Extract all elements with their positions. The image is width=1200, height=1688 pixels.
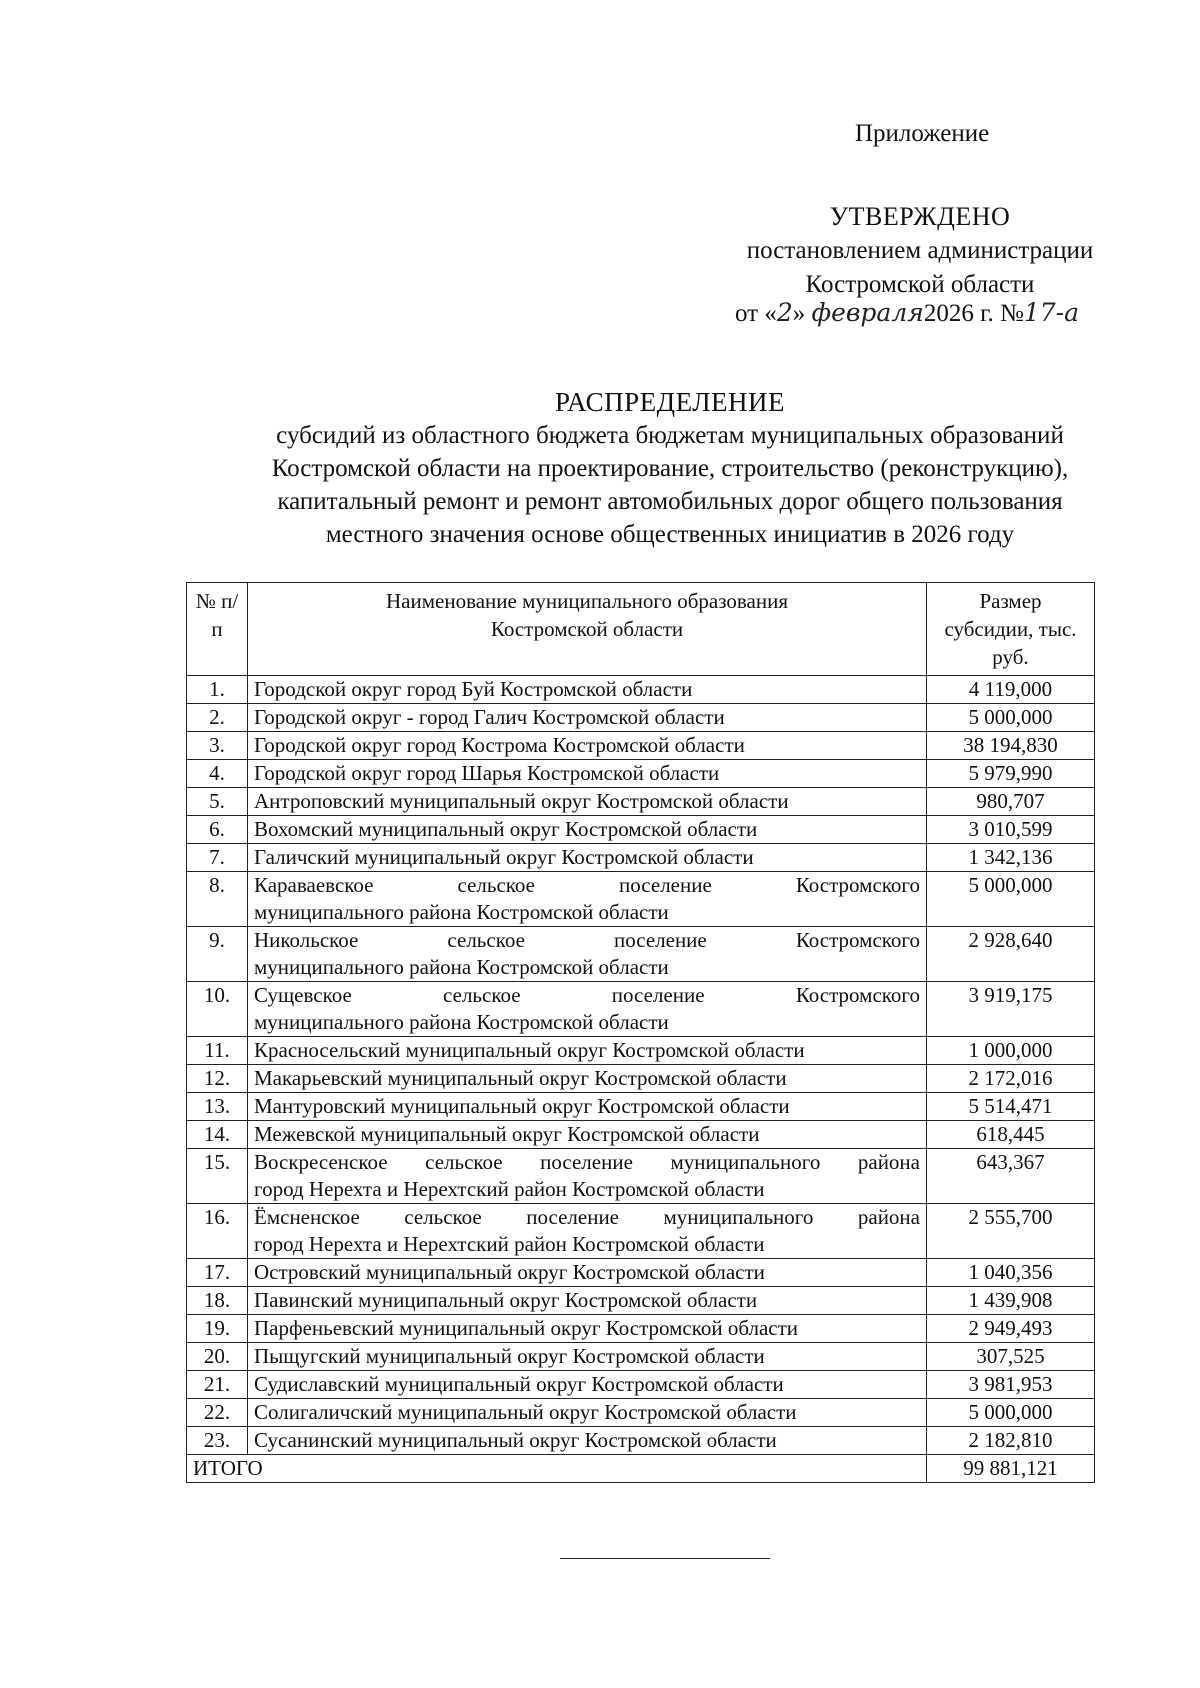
table-row: [187, 982, 1095, 1037]
municipality-name: Красносельский муниципальный округ Костромской области: [248, 1037, 927, 1065]
subsidy-amount: 1 342,136: [927, 844, 1095, 872]
subsidy-amount: 1 000,000: [927, 1037, 1095, 1065]
subtitle-line-4: местного значения основе общественных инициатив в 2026 году: [325, 521, 1015, 548]
municipality-name: Городской округ город Буй Костромской области: [248, 676, 927, 704]
row-number: 2.: [187, 704, 248, 732]
table-row: [187, 1259, 1095, 1287]
table-row: [187, 1149, 1095, 1204]
handwritten-day: 2: [776, 298, 793, 327]
approval-block: [700, 200, 1140, 302]
date-year: 2026 г. №: [923, 300, 1024, 327]
table-row: [187, 927, 1095, 982]
municipality-name: Островский муниципальный округ Костромской области: [248, 1259, 927, 1287]
table-row: [187, 788, 1095, 816]
municipality-name: Сусанинский муниципальный округ Костромской области: [248, 1427, 927, 1455]
municipality-name-line-2: город Нерехта и Нерехтский район Костромской области: [254, 1232, 765, 1256]
subsidy-amount: 618,445: [927, 1121, 1095, 1149]
total-row: [187, 1455, 1095, 1483]
municipality-name-line-2: город Нерехта и Нерехтский район Костромской области: [254, 1177, 765, 1201]
row-number: 16.: [187, 1204, 248, 1259]
municipality-name: Солигаличский муниципальный округ Костромской области: [248, 1399, 927, 1427]
table-row: [187, 816, 1095, 844]
subsidy-amount: 3 010,599: [927, 816, 1095, 844]
table-row: [187, 1427, 1095, 1455]
subsidy-amount: 3 981,953: [927, 1371, 1095, 1399]
table-row: [187, 1121, 1095, 1149]
table-row: [187, 1037, 1095, 1065]
municipality-name: Судиславский муниципальный округ Костромской области: [248, 1371, 927, 1399]
municipality-name: Городской округ город Шарья Костромской области: [248, 760, 927, 788]
table-body: [187, 676, 1095, 1455]
municipality-name-line-2: муниципального района Костромской области: [254, 1010, 669, 1034]
date-quote-close: »: [792, 300, 806, 327]
municipality-name-line-2: муниципального района Костромской области: [254, 900, 669, 924]
approved-by-line-2: Костромской области: [805, 271, 1035, 298]
subsidy-amount: 307,525: [927, 1343, 1095, 1371]
municipality-name-line-2: муниципального района Костромской области: [254, 955, 669, 979]
subtitle-line-1: субсидий из областного бюджета бюджетам муниципальных образований: [276, 422, 1064, 449]
subsidy-amount: 5 000,000: [927, 872, 1095, 927]
row-number: 8.: [187, 872, 248, 927]
table-row: [187, 1287, 1095, 1315]
municipality-name: [248, 982, 927, 1037]
municipality-name: Антроповский муниципальный округ Костромской области: [248, 788, 927, 816]
row-number: 4.: [187, 760, 248, 788]
table-row: [187, 844, 1095, 872]
header-amount: Размер субсидии, тыс. руб.: [927, 583, 1095, 676]
table-row: [187, 760, 1095, 788]
date-prefix: от «: [735, 300, 777, 327]
subsidy-amount: 2 555,700: [927, 1204, 1095, 1259]
row-number: 12.: [187, 1065, 248, 1093]
handwritten-number: 17-а: [1023, 298, 1080, 327]
row-number: 1.: [187, 676, 248, 704]
row-number: 14.: [187, 1121, 248, 1149]
row-number: 22.: [187, 1399, 248, 1427]
subsidy-amount: 5 514,471: [927, 1093, 1095, 1121]
table-row: [187, 1204, 1095, 1259]
table-row: [187, 1399, 1095, 1427]
subsidy-amount: 5 979,990: [927, 760, 1095, 788]
header-name-line-1: Наименование муниципального образования: [386, 589, 788, 613]
municipality-name: Межевской муниципальный округ Костромской области: [248, 1121, 927, 1149]
table-header-row: [187, 583, 1095, 676]
row-number: 19.: [187, 1315, 248, 1343]
table-row: [187, 1371, 1095, 1399]
subtitle-line-3: капитальный ремонт и ремонт автомобильных дорог общего пользования: [277, 488, 1063, 515]
table-row: [187, 732, 1095, 760]
subtitle-line-2: Костромской области на проектирование, строительство (реконструкцию),: [271, 455, 1069, 482]
document-title-block: [170, 385, 1170, 551]
total-label: ИТОГО: [187, 1455, 927, 1483]
header-number: № п/п: [187, 583, 248, 676]
total-amount: 99 881,121: [927, 1455, 1095, 1483]
municipality-name: Городской округ город Кострома Костромской области: [248, 732, 927, 760]
row-number: 5.: [187, 788, 248, 816]
subsidy-amount: 4 119,000: [927, 676, 1095, 704]
municipality-name-line-1: Ёмсненское сельское поселение муниципального района: [254, 1205, 920, 1229]
row-number: 7.: [187, 844, 248, 872]
subsidy-amount: 5 000,000: [927, 704, 1095, 732]
subsidy-amount: 2 949,493: [927, 1315, 1095, 1343]
header-name: [248, 583, 927, 676]
subsidy-amount: 1 439,908: [927, 1287, 1095, 1315]
subsidy-amount: 643,367: [927, 1149, 1095, 1204]
municipality-name: Мантуровский муниципальный округ Костромской области: [248, 1093, 927, 1121]
table-row: [187, 872, 1095, 927]
municipality-name-line-1: Воскресенское сельское поселение муниципального района: [254, 1150, 920, 1174]
subsidy-amount: 38 194,830: [927, 732, 1095, 760]
row-number: 3.: [187, 732, 248, 760]
subsidy-amount: 3 919,175: [927, 982, 1095, 1037]
municipality-name: [248, 1204, 927, 1259]
subsidy-amount: 2 182,810: [927, 1427, 1095, 1455]
subsidy-amount: 5 000,000: [927, 1399, 1095, 1427]
resolution-date-line: [735, 298, 1079, 328]
row-number: 15.: [187, 1149, 248, 1204]
approved-by-line-1: постановлением администрации: [746, 237, 1094, 264]
approved-heading: УТВЕРЖДЕНО: [829, 202, 1011, 231]
municipality-name: Макарьевский муниципальный округ Костромской области: [248, 1065, 927, 1093]
municipality-name: Вохомский муниципальный округ Костромской области: [248, 816, 927, 844]
row-number: 20.: [187, 1343, 248, 1371]
row-number: 18.: [187, 1287, 248, 1315]
municipality-name: Парфеньевский муниципальный округ Костромской области: [248, 1315, 927, 1343]
table-row: [187, 1065, 1095, 1093]
table-row: [187, 1093, 1095, 1121]
municipality-name: Галичский муниципальный округ Костромской области: [248, 844, 927, 872]
municipality-name-line-1: Никольское сельское поселение Костромского: [254, 928, 920, 952]
municipality-name-line-1: Сущевское сельское поселение Костромского: [254, 983, 920, 1007]
row-number: 10.: [187, 982, 248, 1037]
municipality-name: Павинский муниципальный округ Костромской области: [248, 1287, 927, 1315]
document-title: РАСПРЕДЕЛЕНИЕ: [554, 387, 786, 417]
header-name-line-2: Костромской области: [490, 617, 684, 641]
handwritten-month: февраля: [811, 298, 924, 327]
subsidy-amount: 2 172,016: [927, 1065, 1095, 1093]
table-row: [187, 676, 1095, 704]
municipality-name: [248, 927, 927, 982]
municipality-name: Городской округ - город Галич Костромской области: [248, 704, 927, 732]
municipality-name: [248, 872, 927, 927]
appendix-label: Приложение: [855, 120, 990, 147]
table-row: [187, 1343, 1095, 1371]
subsidy-amount: 2 928,640: [927, 927, 1095, 982]
row-number: 13.: [187, 1093, 248, 1121]
subsidy-amount: 980,707: [927, 788, 1095, 816]
row-number: 6.: [187, 816, 248, 844]
row-number: 23.: [187, 1427, 248, 1455]
row-number: 11.: [187, 1037, 248, 1065]
subsidy-distribution-table: [186, 582, 1095, 1483]
row-number: 17.: [187, 1259, 248, 1287]
row-number: 9.: [187, 927, 248, 982]
subsidy-amount: 1 040,356: [927, 1259, 1095, 1287]
bottom-rule: [560, 1558, 770, 1559]
row-number: 21.: [187, 1371, 248, 1399]
table-row: [187, 1315, 1095, 1343]
table-row: [187, 704, 1095, 732]
municipality-name: [248, 1149, 927, 1204]
municipality-name-line-1: Караваевское сельское поселение Костромского: [254, 873, 920, 897]
municipality-name: Пыщугский муниципальный округ Костромской области: [248, 1343, 927, 1371]
